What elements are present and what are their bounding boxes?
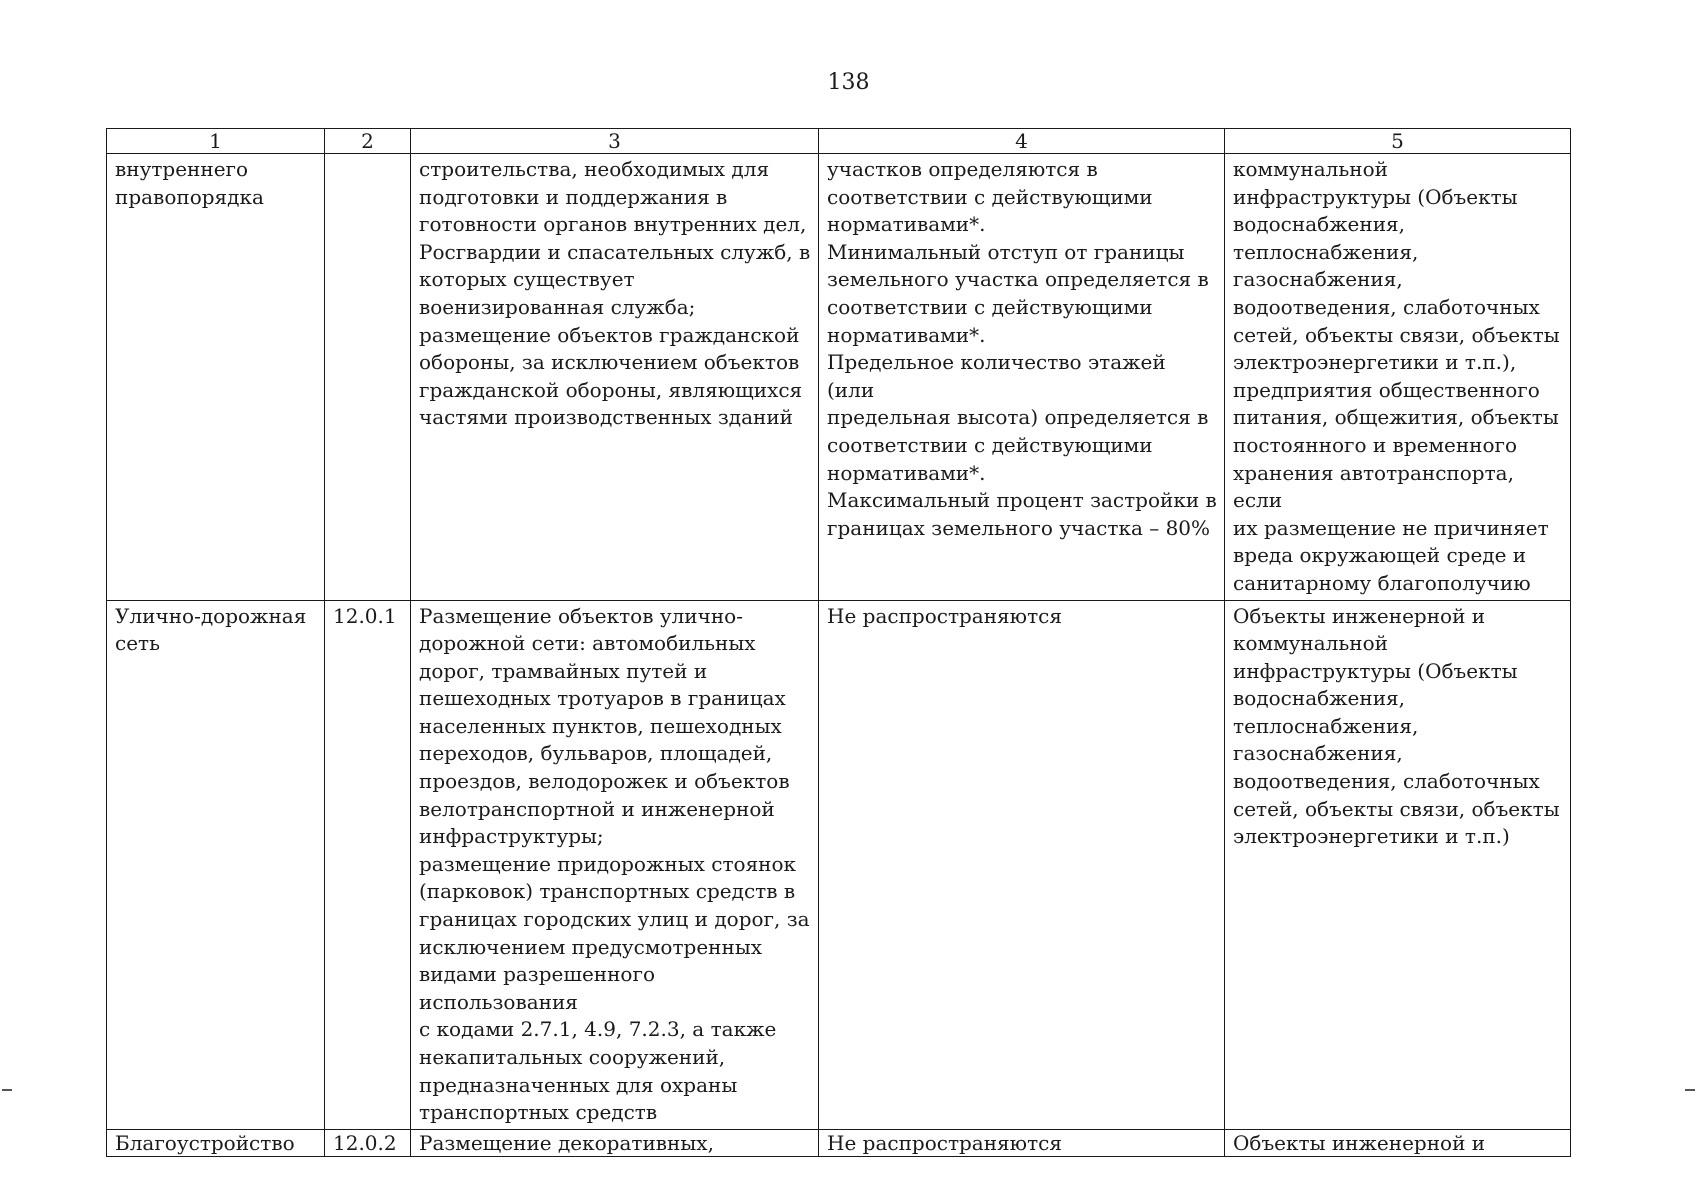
use-name-cell bbox=[107, 600, 325, 1129]
auxiliary-uses: коммунальной инфраструктуры (Объекты водоснабжения, теплоснабжения, газоснабжения, водоотведения, слаботочных сетей, объекты связи, объекты электроэнергетики и т.п.), предприятия общественного питания, общежития, объекты постоянного и временного хранения автотранспорта, если их размещение не причиняет вреда окружающей среде и санитарному благополучию bbox=[1233, 157, 1560, 595]
use-name: внутреннего правопорядка bbox=[115, 157, 264, 209]
column-header-3: 3 bbox=[411, 129, 819, 154]
auxiliary-uses: Объекты инженерной и коммунальной инфраструктуры (Объекты водоснабжения, теплоснабжения, газоснабжения, водоотведения, слаботочных сетей, объекты связи, объекты электроэнергетики и т.п.) bbox=[1233, 603, 1560, 849]
column-header-4: 4 bbox=[819, 129, 1225, 154]
use-parameters: Не распространяются bbox=[827, 1130, 1062, 1155]
table-row bbox=[107, 600, 1571, 1129]
column-header-5: 5 bbox=[1225, 129, 1571, 154]
column-header-1: 1 bbox=[107, 129, 325, 154]
use-description-cell bbox=[411, 600, 819, 1129]
use-description-cell bbox=[411, 154, 819, 601]
use-code-cell bbox=[325, 154, 411, 601]
auxiliary-uses-cell bbox=[1225, 1129, 1571, 1156]
use-description: строительства, необходимых для подготовки и поддержания в готовности органов внутренних дел, Росгвардии и спасательных служб, в которых существует военизированная служба; размещение объектов гражданской обороны, за исключением объектов гражданской обороны, являющихся частями производственных зданий bbox=[419, 157, 811, 430]
use-name: Благоустройство bbox=[115, 1130, 295, 1155]
use-name-cell bbox=[107, 154, 325, 601]
use-description: Размещение декоративных, bbox=[419, 1130, 714, 1155]
use-parameters: участков определяются в соответствии с действующими нормативами*. Минимальный отступ от границы земельного участка определяется в соответствии с действующими нормативами*. Предельное количество этажей (или предельная высота) определяется в соответствии с действующими нормативами*. Максимальный процент застройки в границах земельного участка – 80% bbox=[827, 157, 1217, 540]
use-parameters-cell bbox=[819, 154, 1225, 601]
use-description: Размещение объектов улично- дорожной сети: автомобильных дорог, трамвайных путей и пешеходных тротуаров в границах населенных пунктов, пешеходных переходов, бульваров, площадей, проездов, велодорожек и объектов велотранспортной и инженерной инфраструктуры; размещение придорожных стоянок (парковок) транспортных средств в границах городских улиц и дорог, за исключением предусмотренных видами разрешенного использования с кодами 2.7.1, 4.9, 7.2.3, а также некапитальных сооружений, предназначенных для охраны транспортных средств bbox=[419, 603, 810, 1125]
auxiliary-uses-cell bbox=[1225, 600, 1571, 1129]
left-scan-mark bbox=[2, 1089, 12, 1091]
table-row bbox=[107, 1129, 1571, 1156]
use-parameters-cell bbox=[819, 1129, 1225, 1156]
table-row bbox=[107, 154, 1571, 601]
table-header-row bbox=[107, 129, 1571, 154]
use-parameters: Не распространяются bbox=[827, 603, 1062, 628]
use-code: 12.0.1 bbox=[333, 603, 397, 628]
use-code-cell bbox=[325, 600, 411, 1129]
auxiliary-uses: Объекты инженерной и bbox=[1233, 1130, 1486, 1155]
column-header-2: 2 bbox=[325, 129, 411, 154]
use-parameters-cell bbox=[819, 600, 1225, 1129]
zoning-table bbox=[106, 128, 1571, 1157]
auxiliary-uses-cell bbox=[1225, 154, 1571, 601]
use-name: Улично-дорожная сеть bbox=[115, 603, 307, 656]
use-code: 12.0.2 bbox=[333, 1130, 397, 1155]
page-number: 138 bbox=[827, 70, 870, 95]
use-description-cell bbox=[411, 1129, 819, 1156]
use-name-cell bbox=[107, 1129, 325, 1156]
use-code-cell bbox=[325, 1129, 411, 1156]
right-scan-mark bbox=[1685, 1089, 1695, 1091]
